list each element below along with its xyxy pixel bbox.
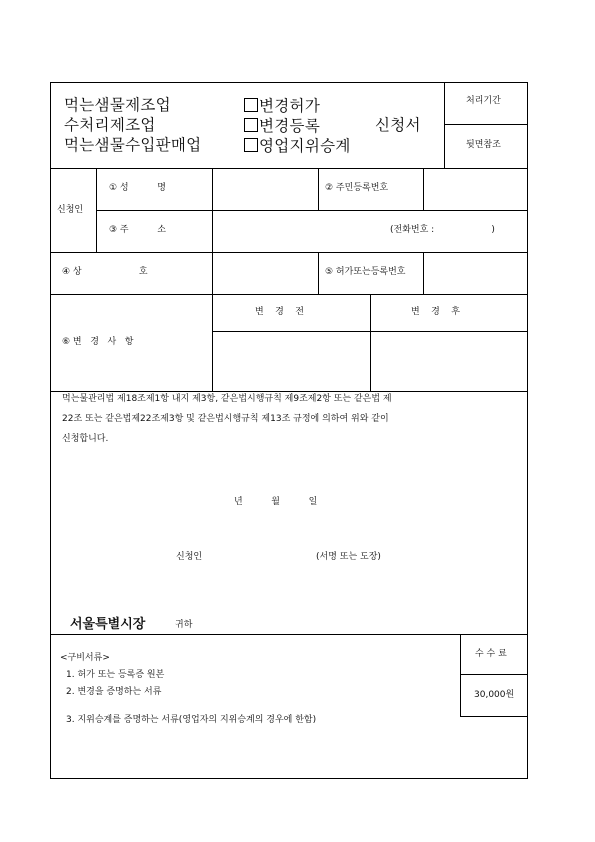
option-change-registration[interactable]: 변경등록 [244,118,320,135]
document-item: 2. 변경을 증명하는 서류 [66,687,162,697]
processing-period-value: 뒷면참조 [466,140,501,150]
phone-label: (전화번호 : ) [390,225,495,235]
divider [50,391,528,392]
license-number-label: ⑤ 허가또는등록번호 [325,267,406,277]
option-succession[interactable]: 영업지위승계 [244,138,351,155]
divider [460,716,528,717]
divider [370,294,371,391]
before-label: 변 경 전 [255,307,304,317]
signer-label: 신청인 [176,552,203,562]
recipient-suffix: 귀하 [175,620,193,630]
business-type-2: 수처리제조업 [64,116,156,134]
option-change-permit[interactable]: 변경허가 [244,98,320,115]
divider [460,674,528,675]
business-name-label: ④ 상 호 [62,267,148,277]
divider [50,294,528,295]
rrn-label: ② 주민등록번호 [325,183,389,193]
fee-value: 30,000원 [474,690,515,700]
divider [212,168,213,391]
form-title: 신청서 [375,116,421,134]
documents-title: <구비서류> [60,653,110,663]
divider [423,252,424,294]
document-item: 3. 지위승계를 증명하는 서류(영업자의 지위승계의 경우에 한함) [66,715,317,725]
divider [444,82,445,168]
divider [50,634,528,635]
checkbox-icon[interactable] [244,138,258,152]
divider [460,634,461,716]
applicant-section-label: 신청인 [57,205,84,215]
address-label: ③ 주 소 [109,225,166,235]
recipient: 서울특별시장 [70,617,146,632]
divider [96,210,528,211]
statement-line-1: 먹는물관리법 제18조제1항 내지 제3항, 같은법시행규칙 제9조제2항 또는 같은법 제 [62,394,392,404]
after-label: 변 경 후 [411,307,460,317]
checkbox-icon[interactable] [244,118,258,132]
divider [50,252,528,253]
divider [423,168,424,210]
divider [444,124,528,125]
statement-line-2: 22조 또는 같은법제22조제3항 및 같은법시행규칙 제13조 규정에 의하여 위와 같이 [62,414,389,424]
date-line: 년 월 일 [234,497,318,507]
divider [318,168,319,210]
document-item: 1. 허가 또는 등록증 원본 [66,670,165,680]
business-type-1: 먹는샘물제조업 [64,96,171,114]
statement-line-3: 신청합니다. [62,434,109,444]
business-type-3: 먹는샘물수입판매업 [64,136,202,154]
checkbox-icon[interactable] [244,98,258,112]
divider [318,252,319,294]
divider [96,168,97,252]
changes-label: ⑥ 변 경 사 항 [62,337,134,347]
signature-label: (서명 또는 도장) [316,552,381,562]
name-label: ① 성 명 [109,183,166,193]
processing-period-label: 처리기간 [466,96,501,106]
divider [50,168,528,169]
fee-label: 수 수 료 [475,649,507,659]
